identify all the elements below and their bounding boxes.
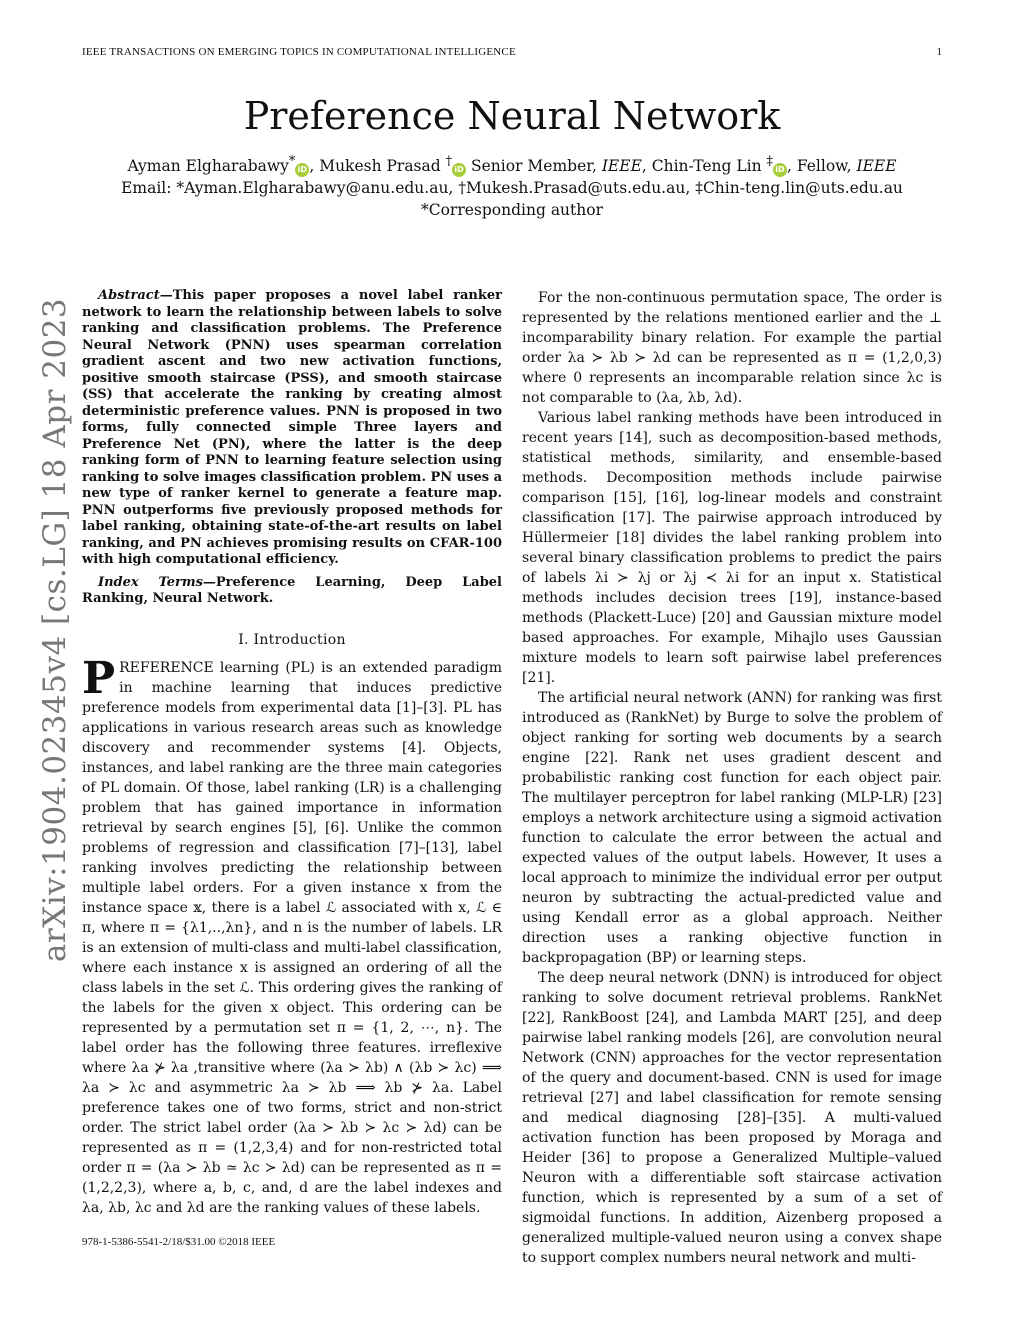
author-affil: Senior Member,: [466, 157, 602, 176]
corresponding-note: *Corresponding author: [420, 201, 603, 220]
paragraph: Various label ranking methods have been introduced in recent years [14], such as decomposition-based methods, statistical methods, similarity, and ensemble-based methods. Decomposition methods include pairwise comparison [15], [16], log-linear models and constraint classification [17]. The pairwise approach introduced by Hüllermeier [18] divides the label ranking problem into several binary classification problems to predict the pairs of labels λi ≻ λj or λj ≺ λi for an input x. Statistical methods includes decision trees [19], instance-based methods (Plackett-Luce) [20] and Gaussian mixture model based approaches. For example, Mihajlo uses Gaussian mixture models to learn soft pairwise label preferences [21].: [522, 410, 942, 686]
abstract-text: This paper proposes a novel label ranker network to learn the relationship between labels to solve ranking and classification problems. The Preference Neural Network (PNN) uses spearman correlation gradient ascent and two new activation functions, positive smooth staircase (PSS), and smooth staircase (SS) that accelerate the ranking by creating almost deterministic preference values. PNN is proposed in two forms, fully connected simple Three layers and Preference Net (PN), where the latter is the deep ranking form of PNN to learning feature selection using ranking to solve images classification problem. PN uses a new type of ranker kernel to generate a feature map. PNN outperforms five previously proposed methods for label ranking, obtaining state-of-the-art results on label ranking, and PN achieves promising results on CFAR-100 with high computational efficiency.: [82, 288, 502, 567]
email-line: Email: *Ayman.Elgharabawy@anu.edu.au, †Mukesh.Prasad@uts.edu.au, ‡Chin-teng.lin@uts.edu.au: [121, 179, 903, 198]
ieee-label: IEEE: [601, 157, 642, 176]
index-terms-text: Preference Learning, Deep Label Ranking, Neural Network.: [82, 574, 502, 606]
intro-text: REFERENCE learning (PL) is an extended paradigm in machine learning that induces predictive preference models from experimental data [1]–[3]. PL has applications in various research areas such as knowledge discovery and recommender systems [4]. Objects, instances, and label ranking are the three main categories of PL domain. Of those, label ranking (LR) is a challenging problem that has gained importance in information retrieval by search engines [5], [6]. Unlike the common problems of regression and classification [7]–[13], label ranking involves predicting the relationship between multiple label orders. For a given instance x from the instance space 𝕩, there is a label ℒ associated with x, ℒ ∈ π, where π = {λ1,..,λn}, and n is the number of labels. LR is an extension of multi-class and multi-label classification, where each instance x is assigned an ordering of all the class labels in the set ℒ. This ordering gives the ranking of the labels for the given x object. This ordering can be represented by a permutation set π = {1, 2, ⋯, n}. The label order has the following three features. irreflexive where λa ⊁ λa ,transitive where (λa ≻ λb) ∧ (λb ≻ λc) ⟹ λa ≻ λc and asymmetric λa ≻ λb ⟹ λb ⊁ λa. Label preference takes one of two forms, strict and non-strict order. The strict label order (λa ≻ λb ≻ λc ≻ λd) can be represented as π = (1,2,3,4) and for non-restricted total order π = (λa ≻ λb ≃ λc ≻ λd) can be represented as π = (1,2,2,3), where a, b, c, and, d are the label indexes and λa, λb, λc and λd are the ranking values of these labels.: [82, 659, 503, 1216]
paper-title: Preference Neural Network: [243, 94, 781, 138]
section-heading: I. Introduction: [238, 631, 346, 648]
author-name: , Mukesh Prasad: [309, 157, 441, 176]
abstract: [82, 288, 502, 569]
paragraph: The deep neural network (DNN) is introduced for object ranking to solve document retrieval problems. RankNet [22], RankBoost [24], and Lambda MART [25], and deep pairwise label ranking models [26], are convolution neural Network (CNN) approaches for the vector representation of the query and document-based. CNN is used for image retrieval [27] and label classification for remote sensing and medical diagnosing [28]–[35]. A multi-valued activation function has been proposed by Moraga and Heider [36] to propose a Generalized Multiple–valued Neuron with a differentiable soft staircase activation function, which is represented by a sum of a set of sigmoidal functions. In addition, Aizenberg proposed a generalized multiple-valued neuron using a convex shape to support complex numbers neural network and multi-: [522, 970, 942, 1266]
author-name: , Chin-Teng Lin: [641, 157, 762, 176]
drop-cap: P: [82, 652, 116, 704]
paragraph: The artificial neural network (ANN) for ranking was first introduced as (RankNet) by Burge to solve the problem of object ranking for sorting web documents by a search engine [22]. Rank net uses gradient descent and probabilistic ranking cost function for each object pair. The multilayer perceptron for label ranking (MLP-LR) [23] employs a network architecture using a sigmoid activation function to calculate the error between the actual and expected values of the output labels. However, It uses a local approach to minimize the individual error per output neuron by subtracting the actual-predicted value and using Kendall error as a global approach. Neither direction uses a ranking objective function in backpropagation (BP) or learning steps.: [522, 690, 942, 966]
index-terms-label: Index Terms—: [98, 574, 216, 590]
copyright-footer: 978-1-5386-5541-2/18/$31.00 ©2018 IEEE: [82, 1236, 276, 1248]
intro-paragraph: [82, 652, 503, 1218]
right-column: [522, 288, 942, 1268]
page-number: 1: [936, 46, 942, 58]
left-column: [82, 288, 502, 1218]
author-block: [0, 151, 1024, 221]
orcid-icon[interactable]: iD: [773, 163, 787, 177]
orcid-icon[interactable]: iD: [295, 163, 309, 177]
author-name: Ayman Elgharabawy: [127, 157, 289, 176]
ieee-label: IEEE: [856, 157, 897, 176]
author-affil: , Fellow,: [786, 157, 857, 176]
author-line: Ayman Elgharabawy*iD , Mukesh Prasad †iD Senior Member, IEEE, Chin-Teng Lin ‡iD , Fellow, IEEE: [127, 154, 897, 176]
abstract-label: Abstract—: [98, 288, 173, 303]
paragraph: For the non-continuous permutation space, The order is represented by the relations mentioned earlier and the ⊥ incomparability binary relation. For example the partial order λa ≻ λb ≻ λd can be represented as π = (1,2,0,3) where 0 represents an incomparable relation since λc is not comparable to (λa, λb, λd).: [522, 290, 942, 406]
orcid-icon[interactable]: iD: [452, 163, 466, 177]
arxiv-stamp: arXiv:1904.02345v4 [cs.LG] 18 Apr 2023: [37, 297, 73, 963]
journal-header: IEEE TRANSACTIONS ON EMERGING TOPICS IN COMPUTATIONAL INTELLIGENCE: [82, 46, 516, 58]
index-terms: [82, 575, 502, 608]
